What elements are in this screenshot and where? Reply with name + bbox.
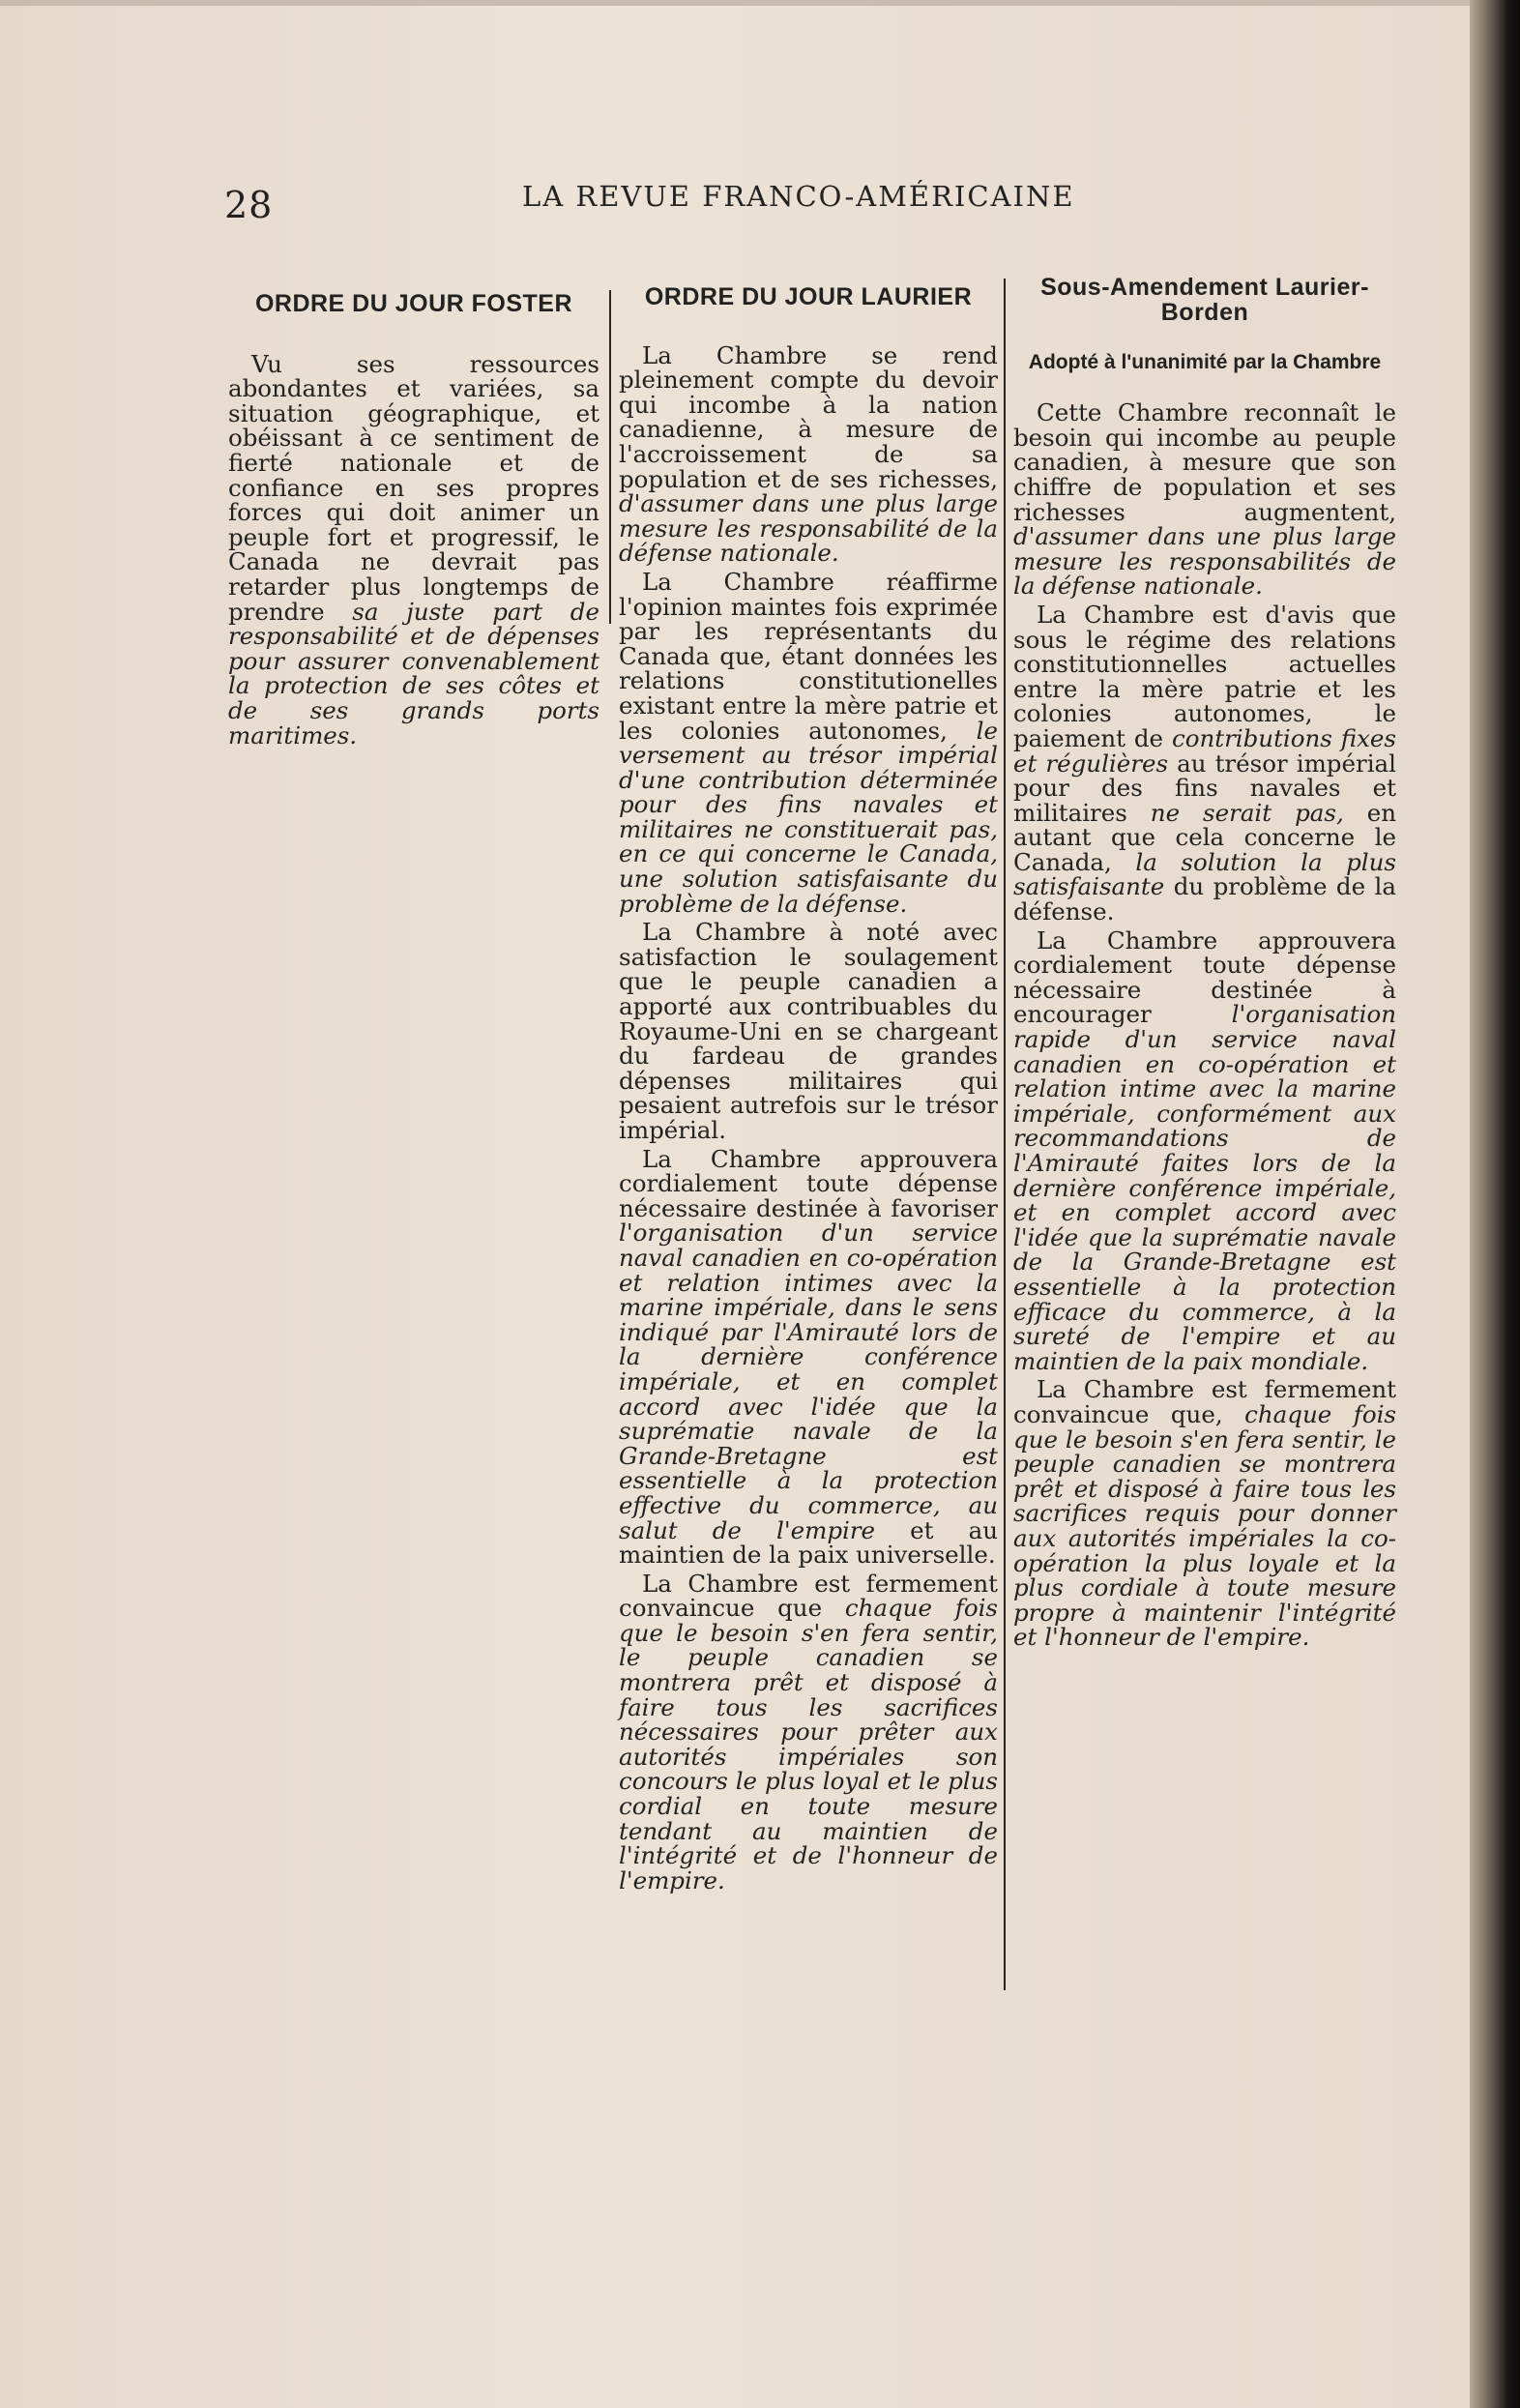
column-divider [1004,279,1006,1990]
paragraph [619,567,998,918]
text-run: au trésor impérial pour des fins navales et militaires [1013,749,1396,827]
column-body [619,340,998,1894]
text-run: La Chambre se rend pleinement compte du devoir qui incombe à la nation canadienne, à mesure de l'accroissement de sa population et de ses richesses, [619,340,998,493]
italic-text: chaque fois que le besoin s'en fera sentir, le peuple canadien se montrera prêt et disposé à faire tous les sacrifices nécessaires pour prêter aux autorités impériales son concours le plus loyal et le plus cordial en toute mesure tendant au maintien de l'intégrité et de l'honneur de l'empire. [619,1594,998,1894]
column-laurier-borden [1013,276,1396,1650]
paragraph [619,920,998,1142]
text-run: La Chambre réaffirme l'opinion maintes fois exprimée par les représentants du Canada que, étant données les relations constitutionelles existant entre la mère patrie et les colonies autonomes, [619,567,998,745]
italic-text: sa juste part de responsabilité et de dépenses pour assurer convenablement la protection de ses côtes et de ses grands ports maritimes. [228,597,599,749]
italic-text: d'assumer dans une plus large mesure les responsabilités de la défense nationale. [1013,522,1396,601]
italic-text: contributions fixes et régulières [1013,723,1396,778]
italic-text: ne serait pas, [1150,798,1344,827]
text-run: et au maintien de la paix universelle. [619,1515,998,1570]
italic-text: l'organisation d'un service naval canadien en co-opération et relation intimes avec la marine impériale, dans le sens indiqué par l'Amirauté lors de la dernière conférence impériale, et en complet accord avec l'idée que la suprématie navale de la Grande-Bretagne est essentielle à la protection effective du commerce, au salut de l'empire [619,1219,998,1544]
column-body [228,349,599,749]
paragraph [228,349,599,749]
paragraph [619,1571,998,1894]
column-heading: ORDRE DU JOUR LAURIER [644,283,973,310]
paragraph [1013,400,1396,599]
paragraph [619,1144,998,1570]
paragraph [1013,925,1396,1375]
italic-text: l'organisation rapide d'un service naval canadien en co-opération et relation intime avec la marine impériale, conformément aux recommandations de l'Amirauté faites lors de la dernière conférence impériale, et en complet accord avec l'idée que la suprématie navale de la Grande-Bretagne est essentielle à la protection efficace du commerce, à la sureté de l'empire et au maintien de la paix mondiale. [1013,1000,1396,1375]
text-run: du problème de la défense. [1013,872,1396,926]
text-run: Cette Chambre reconnaît le besoin qui incombe au peuple canadien, à mesure que son chiffre de population et ses richesses augmentent, [1013,398,1396,526]
column-laurier [619,285,998,1893]
text-run: en autant que cela concerne le Canada, [1013,798,1396,876]
page-number: 28 [224,184,274,226]
text-run: La Chambre à noté avec satisfaction le soulagement que le peuple canadien a apporté aux contribuables du Royaume-Uni en se chargeant du fardeau de grandes dépenses militaires qui pesaient autrefois sur le trésor impérial. [619,918,998,1144]
column-subheading: Adopté à l'unanimité par la Chambre [1028,351,1382,374]
column-heading: ORDRE DU JOUR FOSTER [254,290,573,317]
column-foster [228,292,599,748]
italic-text: la solution la plus satisfaisante [1013,847,1396,901]
text-run: La Chambre est d'avis que sous le régime des relations constitutionnelles actuelles entre la mère patrie et les colonies autonomes, le paiement de [1013,600,1396,752]
column-heading: Sous-Amendement Laurier-Borden [1040,274,1369,326]
italic-text: le versement au trésor impérial d'une contribution déterminée pour des fins navales et militaires ne constituerait pas, en ce qui concerne le Canada, une solution satisfaisante du problème de la défense. [619,716,998,918]
text-run: La Chambre est fermement convaincue que [619,1569,998,1623]
top-edge [0,0,1470,6]
column-body [1013,400,1396,1650]
page-binding-edge [1470,0,1520,2408]
column-divider [609,290,611,624]
paragraph [1013,1377,1396,1650]
text-run: La Chambre approuvera cordialement toute dépense nécessaire destinée à encourager [1013,925,1396,1029]
paragraph [1013,602,1396,925]
italic-text: d'assumer dans une plus large mesure les responsabilité de la défense nationale. [619,489,998,568]
text-run: La Chambre approuvera cordialement toute dépense nécessaire destinée à favoriser [619,1144,998,1222]
paragraph [619,340,998,568]
text-run: La Chambre est fermement convaincue que, [1013,1375,1396,1428]
italic-text: chaque fois que le besoin s'en fera sentir, le peuple canadien se montrera prêt et disposé à faire tous les sacrifices requis pour donner aux autorités impériales la co-opération la plus loyale et la plus cordiale à toute mesure propre à maintenir l'intégrité et l'honneur de l'empire. [1013,1399,1396,1652]
text-run: Vu ses ressources abondantes et variées, sa situation géographique, et obéissant à ce sentiment de fierté nationale et de confiance en ses propres forces qui doit animer un peuple fort et progressif, le Canada ne devrait pas retarder plus longtemps de prendre [228,349,599,626]
running-head: LA REVUE FRANCO-AMÉRICAINE [522,180,1075,213]
